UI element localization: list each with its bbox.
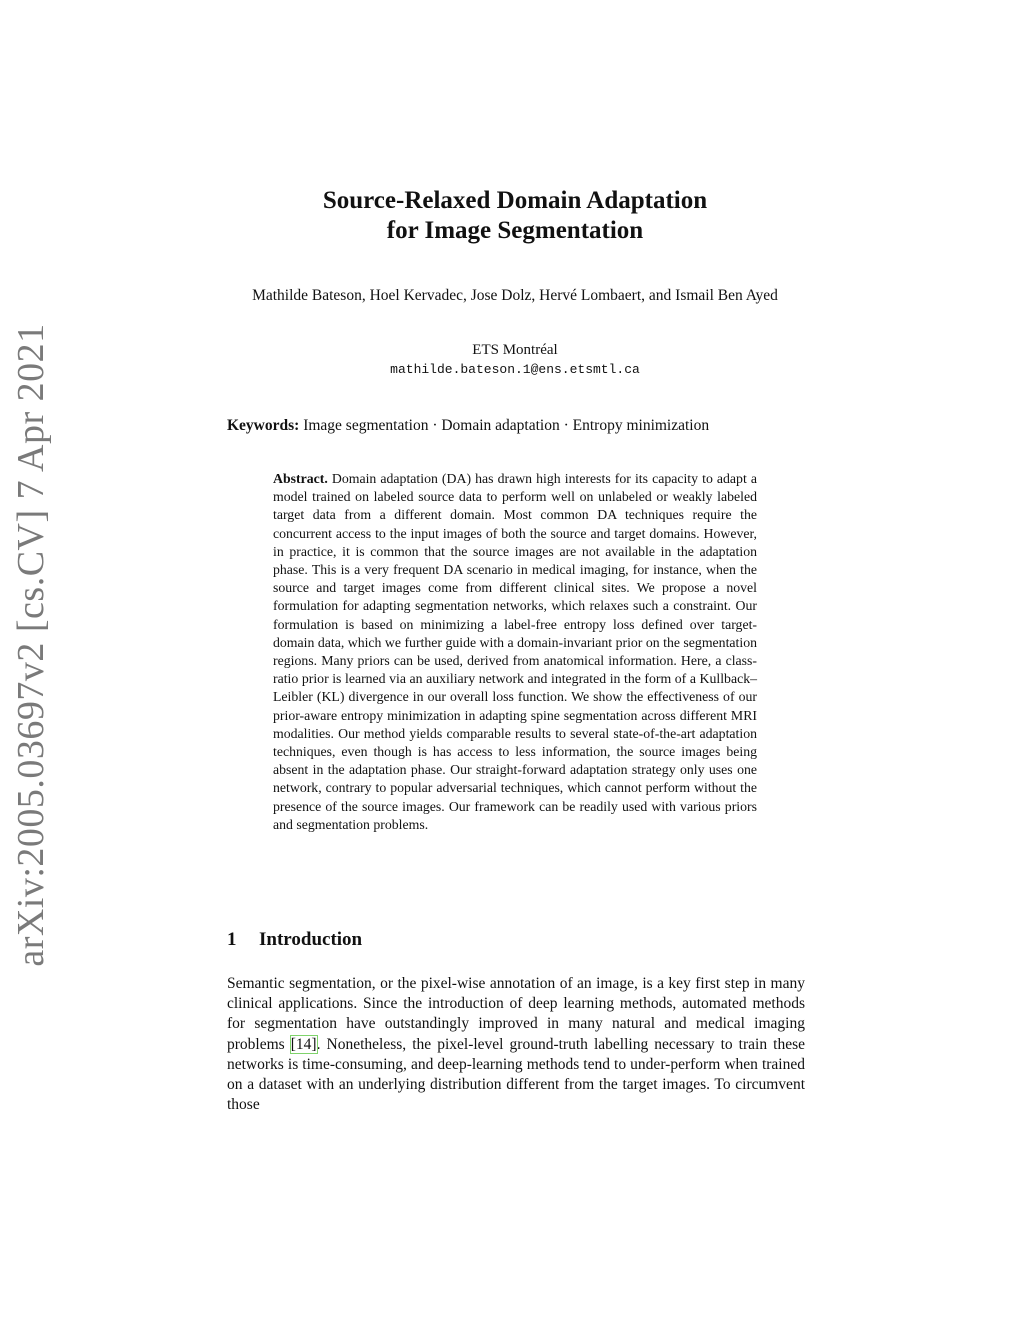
- arxiv-stamp-text: arXiv:2005.03697v2 [cs.CV] 7 Apr 2021: [10, 323, 52, 967]
- keywords-label: Keywords:: [227, 417, 300, 434]
- title-line-1: Source-Relaxed Domain Adaptation: [322, 187, 708, 214]
- paper-title: [200, 186, 830, 246]
- keywords-text: Image segmentation · Domain adaptation · Entropy minimization: [303, 417, 710, 434]
- abstract-text: Domain adaptation (DA) has drawn high interests for its capacity to adapt a model trained on labeled source data to perform well on unlabeled or weakly labeled target data from a different domain. Most common DA techniques require the concurrent access to the input images of both the source and target domains. However, in practice, it is common that the source images are not available in the adaptation phase. This is a very frequent DA scenario in medical imaging, for instance, when the source and target images come from different clinical sites. We propose a novel formulation for adapting segmentation networks, which relaxes such a constraint. Our formulation is based on minimizing a label-free entropy loss defined over target-domain data, which we further guide with a domain-invariant prior on the segmentation regions. Many priors can be used, derived from anatomical information. Here, a class-ratio prior is learned via an auxiliary network and integrated in the form of a Kullback–Leibler (KL) divergence in our overall loss function. We show the effectiveness of our prior-aware entropy minimization in adapting spine segmentation across different MRI modalities. Our method yields comparable results to several state-of-the-art adaptation techniques, even though is has access to less information, the source images being absent in the adaptation phase. Our straight-forward adaptation strategy only uses one network, contrary to popular adversarial techniques, which cannot perform without the presence of the source images. Our framework can be readily used with various priors and segmentation problems.: [273, 471, 757, 832]
- citation-link[interactable]: [14]: [290, 1035, 317, 1053]
- author-list: Mathilde Bateson, Hoel Kervadec, Jose Dolz, Hervé Lombaert, and Ismail Ben Ayed: [252, 287, 778, 304]
- section-heading-introduction: [227, 928, 362, 952]
- author-email[interactable]: mathilde.bateson.1@ens.etsmtl.ca: [390, 362, 640, 377]
- section-number: 1: [227, 929, 237, 950]
- intro-text-after-citation: . Nonetheless, the pixel-level ground-truth labelling necessary to train these networks is time-consuming, and deep-learning methods tend to under-perform when trained on a dataset with an underlying distribution different from the target images. To circumvent those: [227, 1035, 805, 1114]
- intro-text-before-citation: Semantic segmentation, or the pixel-wise annotation of an image, is a key first step in many clinical applications. Since the introduction of deep learning methods, automated methods for segmentation have outstandingly improved in many natural and medical imaging problems: [227, 975, 805, 1053]
- keywords: [227, 416, 817, 436]
- institution: ETS Montréal: [472, 342, 558, 358]
- section-title: Introduction: [259, 929, 363, 950]
- affiliation: [300, 341, 730, 379]
- abstract: [273, 470, 757, 834]
- abstract-label: Abstract.: [273, 471, 328, 486]
- intro-paragraph: [227, 974, 805, 1115]
- title-line-2: for Image Segmentation: [386, 217, 644, 244]
